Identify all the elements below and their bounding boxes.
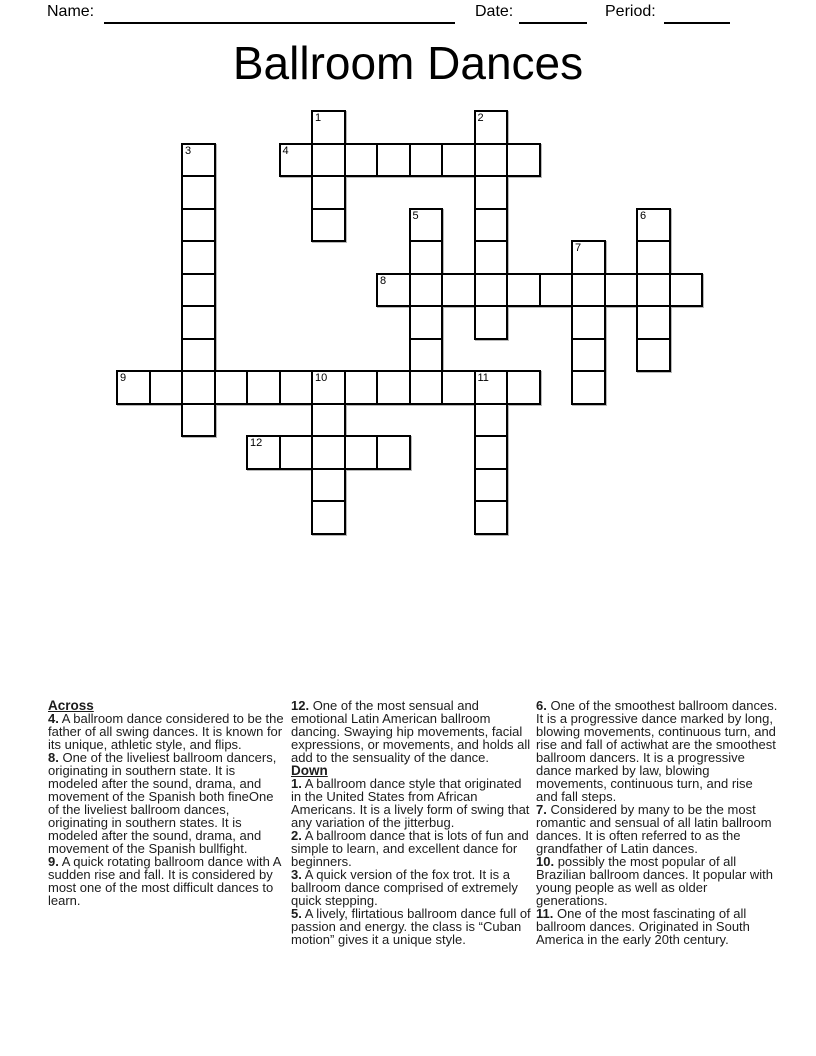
clue-number: 8. — [48, 750, 59, 765]
crossword-cell[interactable] — [376, 143, 411, 178]
clue-item: 7. Considered by many to be the most romantic and sensual of all latin ballroom dances. It is often referred to as the grandfather of Latin dances. — [536, 802, 772, 856]
date-blank-line[interactable] — [519, 4, 587, 24]
cell-number: 6 — [640, 209, 647, 222]
crossword-cell[interactable] — [279, 435, 314, 470]
crossword-cell[interactable] — [279, 370, 314, 405]
cell-number: 10 — [315, 372, 328, 384]
crossword-cell[interactable] — [311, 208, 346, 243]
crossword-cell[interactable] — [506, 273, 541, 308]
crossword-cell[interactable] — [474, 305, 509, 340]
crossword-cell[interactable] — [474, 468, 509, 503]
crossword-cell[interactable] — [311, 175, 346, 210]
crossword-cell[interactable] — [474, 435, 509, 470]
crossword-cell[interactable] — [474, 240, 509, 275]
crossword-cell[interactable] — [669, 273, 704, 308]
cell-number: 12 — [250, 437, 263, 449]
crossword-cell[interactable] — [279, 143, 314, 178]
clue-item: 3. A quick version of the fox trot. It is a ballroom dance comprised of extremely quick stepping. — [291, 867, 518, 908]
clue-item: 12. One of the most sensual and emotional Latin American ballroom dancing. Swaying hip movements, facial expressions, or movements, and holds all add to the sensuality of the dance. — [291, 698, 531, 765]
clue-number: 12. — [291, 698, 310, 713]
crossword-cell[interactable] — [441, 273, 476, 308]
crossword-cell[interactable] — [311, 500, 346, 535]
clue-number: 3. — [291, 867, 302, 882]
clue-item: 5. A lively, flirtatious ballroom dance full of passion and energy. the class is “Cuban motion” gives it a unique style. — [291, 906, 531, 947]
clue-item: 9. A quick rotating ballroom dance with A sudden rise and fall. It is considered by most one of the most difficult dances to learn. — [48, 854, 281, 908]
clues-down-heading: Down — [291, 763, 328, 778]
crossword-cell[interactable] — [474, 143, 509, 178]
crossword-cell[interactable] — [181, 273, 216, 308]
cell-number: 7 — [575, 242, 582, 254]
clue-item: 10. possibly the most popular of all Brazilian ballroom dances. It popular with young people as well as older generations. — [536, 854, 774, 908]
crossword-cell[interactable] — [344, 435, 379, 470]
crossword-cell[interactable] — [409, 208, 444, 243]
cell-number: 4 — [282, 144, 289, 157]
crossword-cell[interactable] — [409, 338, 444, 373]
clue-item: 11. One of the most fascinating of all ballroom dances. Originated in South America in the early 20th century. — [536, 906, 750, 947]
crossword-cell[interactable] — [539, 273, 574, 308]
crossword-cell[interactable] — [246, 370, 281, 405]
period-label: Period: — [605, 3, 656, 20]
crossword-cell[interactable] — [571, 305, 606, 340]
clue-number: 1. — [291, 776, 302, 791]
crossword-cell[interactable] — [571, 338, 606, 373]
crossword-cell[interactable] — [181, 305, 216, 340]
crossword-cell[interactable] — [311, 110, 346, 145]
crossword-cell[interactable] — [344, 143, 379, 178]
clue-item: 4. A ballroom dance considered to be the father of all swing dances. It is known for its unique, athletic style, and flips. — [48, 711, 284, 752]
clue-column-1 — [48, 699, 286, 907]
crossword-cell[interactable] — [441, 143, 476, 178]
crossword-cell[interactable] — [636, 240, 671, 275]
crossword-cell[interactable] — [344, 370, 379, 405]
crossword-cell[interactable] — [376, 370, 411, 405]
crossword-cell[interactable] — [571, 370, 606, 405]
cell-number: 2 — [477, 112, 484, 124]
crossword-cell[interactable] — [409, 305, 444, 340]
crossword-grid — [116, 110, 704, 535]
cell-number: 5 — [412, 209, 419, 222]
crossword-cell[interactable] — [571, 240, 606, 275]
crossword-cell[interactable] — [311, 143, 346, 178]
name-blank-line[interactable] — [104, 4, 455, 24]
crossword-cell[interactable] — [571, 273, 606, 308]
clue-number: 6. — [536, 698, 547, 713]
crossword-cell[interactable] — [409, 240, 444, 275]
cell-number: 9 — [120, 372, 127, 384]
crossword-cell[interactable] — [181, 175, 216, 210]
clue-item: 6. One of the smoothest ballroom dances. It is a progressive dance marked by long, blowing movements, continuous turn, and rise and fall of actiwhat are the smoothest ballroom dancers. It is a progressive dance marked by law, blowing movements, continuous turn, and rise and fall steps. — [536, 698, 778, 804]
crossword-cell[interactable] — [474, 273, 509, 308]
crossword-cell[interactable] — [474, 175, 509, 210]
clue-column-2 — [291, 699, 535, 946]
period-blank-line[interactable] — [664, 4, 730, 24]
crossword-cell[interactable] — [474, 110, 509, 145]
crossword-cell[interactable] — [474, 208, 509, 243]
crossword-cell[interactable] — [474, 403, 509, 438]
crossword-cell[interactable] — [311, 468, 346, 503]
date-label: Date: — [475, 3, 514, 20]
crossword-cell[interactable] — [441, 370, 476, 405]
crossword-cell[interactable] — [506, 143, 541, 178]
cell-number: 11 — [477, 372, 489, 384]
clues-across-heading: Across — [48, 698, 94, 713]
name-label: Name: — [47, 3, 95, 20]
clue-item: 2. A ballroom dance that is lots of fun and simple to learn, and excellent dance for beginners. — [291, 828, 529, 869]
crossword-cell[interactable] — [376, 435, 411, 470]
crossword-cell[interactable] — [181, 370, 216, 405]
clue-number: 10. — [536, 854, 555, 869]
crossword-cell[interactable] — [246, 435, 281, 470]
clue-item: 8. One of the liveliest ballroom dancers, originating in southern state. It is modeled after the sound, drama, and movement of the Spanish both fineOne of the liveliest ballroom dances, originating in southern states. It is modeled after the sound, drama, and movement of the Spanish bullfight. — [48, 750, 277, 856]
clue-number: 4. — [48, 711, 59, 726]
crossword-cell[interactable] — [506, 370, 541, 405]
crossword-cell[interactable] — [181, 143, 216, 178]
crossword-cell[interactable] — [636, 208, 671, 243]
clue-number: 9. — [48, 854, 59, 869]
crossword-cell[interactable] — [376, 273, 411, 308]
crossword-cell[interactable] — [409, 143, 444, 178]
clue-number: 2. — [291, 828, 302, 843]
crossword-cell[interactable] — [409, 370, 444, 405]
page-title: Ballroom Dances — [232, 37, 584, 89]
clue-number: 5. — [291, 906, 302, 921]
crossword-cell[interactable] — [636, 305, 671, 340]
cell-number: 8 — [380, 274, 387, 287]
crossword-cell[interactable] — [474, 500, 509, 535]
crossword-cell[interactable] — [181, 403, 216, 438]
crossword-cell[interactable] — [409, 273, 444, 308]
crossword-cell[interactable] — [311, 370, 346, 405]
crossword-cell[interactable] — [149, 370, 184, 405]
clue-column-3 — [536, 699, 778, 946]
crossword-cell[interactable] — [311, 403, 346, 438]
crossword-cell[interactable] — [604, 273, 639, 308]
cell-number: 1 — [315, 112, 322, 124]
crossword-cell[interactable] — [636, 338, 671, 373]
crossword-cell[interactable] — [181, 208, 216, 243]
clue-number: 7. — [536, 802, 547, 817]
crossword-cell[interactable] — [214, 370, 249, 405]
clue-number: 11. — [536, 906, 554, 921]
cell-number: 3 — [185, 144, 192, 157]
clue-item: 1. A ballroom dance style that originated in the United States from African Americans. It is a lively form of swing that any variation of the jitterbug. — [291, 776, 530, 830]
crossword-cell[interactable] — [636, 273, 671, 308]
crossword-cell[interactable] — [181, 240, 216, 275]
crossword-cell[interactable] — [116, 370, 151, 405]
crossword-cell[interactable] — [311, 435, 346, 470]
crossword-cell[interactable] — [181, 338, 216, 373]
crossword-cell[interactable] — [474, 370, 509, 405]
